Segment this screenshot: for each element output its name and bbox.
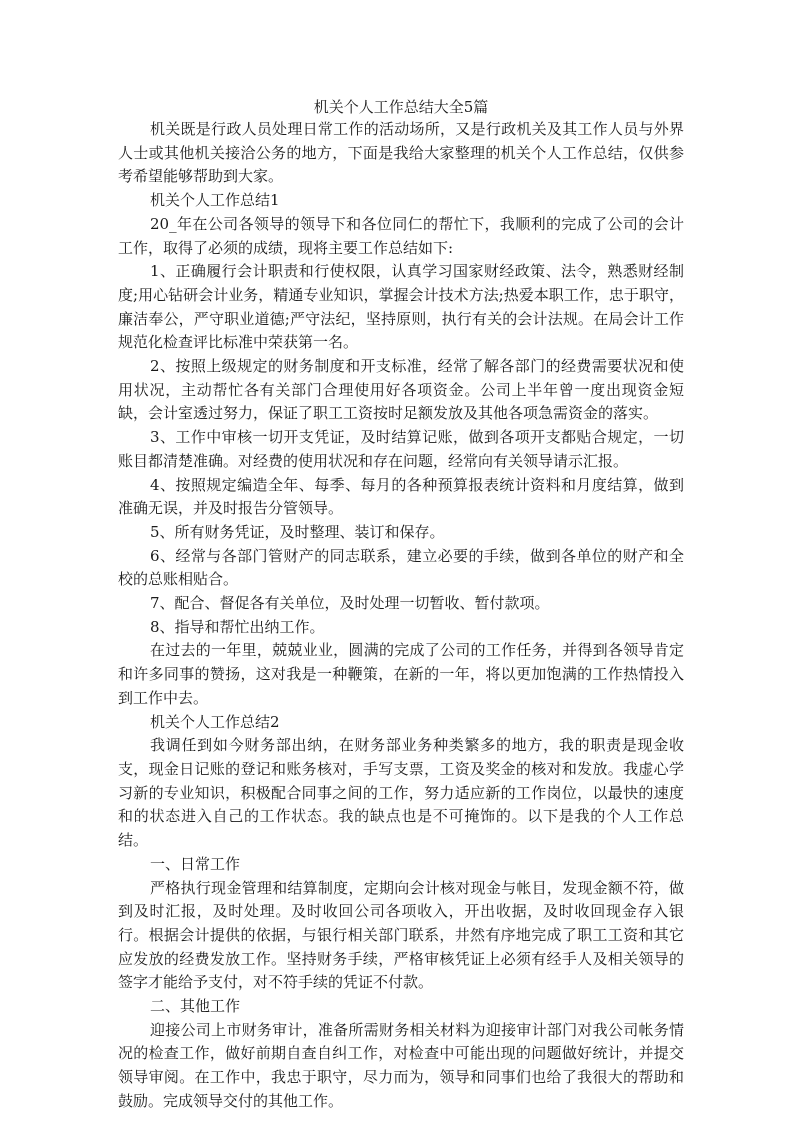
section-2-sub-1-heading: 一、日常工作 <box>150 854 241 873</box>
section-1-item-6: 6、经常与各部门管财产的同志联系，建立必要的手续，做到各单位的财产和全校的总账相贴合。 <box>118 546 684 589</box>
section-1-paragraph: 20_年在公司各领导的领导下和各位同仁的帮忙下，我顺利的完成了公司的会计工作，取得了必须的成绩，现将主要工作总结如下: <box>118 214 684 257</box>
section-2-heading: 机关个人工作总结2 <box>150 712 280 731</box>
section-1-item-8: 8、指导和帮忙出纳工作。 <box>150 617 325 636</box>
section-2-sub-2-heading: 二、其他工作 <box>150 997 241 1016</box>
section-1-conclusion: 在过去的一年里，兢兢业业，圆满的完成了公司的工作任务，并得到各领导肯定和许多同事的赞扬，这对我是一种鞭策，在新的一年，将以更加饱满的工作热情投入到工作中去。 <box>118 641 684 707</box>
section-1-item-5: 5、所有财务凭证，及时整理、装订和保存。 <box>150 522 445 541</box>
document-title: 机关个人工作总结大全5篇 <box>313 98 489 116</box>
section-1-item-1: 1、正确履行会计职责和行使权限，认真学习国家财经政策、法令，熟悉财经制度;用心钻研会计业务，精通专业知识，掌握会计技术方法;热爱本职工作，忠于职守，廉洁奉公，严守职业道德;严守法纪，坚持原则，执行有关的会计法规。在局会计工作规范化检查评比标准中荣获第一名。 <box>118 262 684 352</box>
intro-paragraph: 机关既是行政人员处理日常工作的活动场所，又是行政机关及其工作人员与外界人士或其他机关接洽公务的地方，下面是我给大家整理的机关个人工作总结，仅供参考希望能够帮助到大家。 <box>118 120 684 186</box>
section-2-sub-2-text: 迎接公司上市财务审计，准备所需财务相关材料为迎接审计部门对我公司帐务情况的检查工作，做好前期自查自纠工作，对检查中可能出现的问题做好统计，并提交领导审阅。在工作中，我忠于职守，尽力而为，领导和同事们也给了我很大的帮助和鼓励。完成领导交付的其他工作。 <box>118 1020 684 1110</box>
section-1-item-2: 2、按照上级规定的财务制度和开支标准，经常了解各部门的经费需要状况和使用状况，主动帮忙各有关部门合理使用好各项资金。公司上半年曾一度出现资金短缺，会计室透过努力，保证了职工工资按时足额发放及其他各项急需资金的落实。 <box>118 357 684 423</box>
section-1-item-4: 4、按照规定编造全年、每季、每月的各种预算报表统计资料和月度结算，做到准确无误，并及时报告分管领导。 <box>118 475 684 518</box>
section-2-intro: 我调任到如今财务部出纳，在财务部业务种类繁多的地方，我的职责是现金收支，现金日记账的登记和账务核对，手写支票，工资及奖金的核对和发放。我虚心学习新的专业知识，积极配合同事之间的工作，努力适应新的工作岗位，以最快的速度和的状态进入自己的工作状态。我的缺点也是不可掩饰的。以下是我的个人工作总结。 <box>118 736 684 850</box>
section-1-heading: 机关个人工作总结1 <box>150 191 280 210</box>
document-page <box>118 96 684 1114</box>
section-1-item-7: 7、配合、督促各有关单位，及时处理一切暂收、暂付款项。 <box>150 594 550 613</box>
section-1-item-3: 3、工作中审核一切开支凭证，及时结算记账，做到各项开支都贴合规定，一切账目都清楚准确。对经费的使用状况和存在问题，经常向有关领导请示汇报。 <box>118 428 684 470</box>
section-2-sub-1-text: 严格执行现金管理和结算制度，定期向会计核对现金与帐目，发现金额不符，做到及时汇报，及时处理。及时收回公司各项收入，开出收据，及时收回现金存入银行。根据会计提供的依据，与银行相关部门联系，井然有序地完成了职工工资和其它应发放的经费发放工作。坚持财务手续，严格审核凭证上必须有经手人及相关领导的签字才能给予支付，对不符手续的凭证不付款。 <box>118 878 684 992</box>
